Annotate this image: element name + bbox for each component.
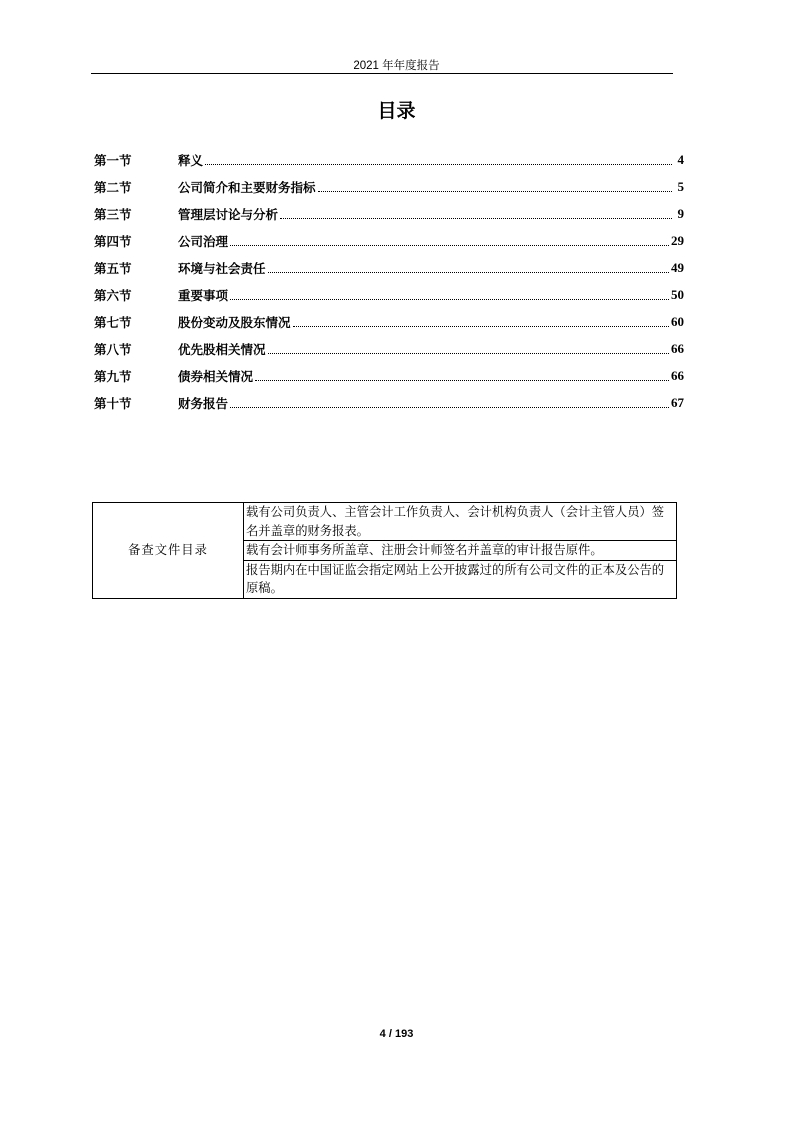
- toc-entry[interactable]: [94, 389, 684, 416]
- page-indicator: 4 / 193: [379, 1028, 414, 1040]
- toc-section-title: 优先股相关情况: [178, 341, 266, 357]
- toc-leader-dots: [268, 258, 669, 273]
- toc-leader-dots: [205, 150, 672, 165]
- toc-page-number: 4: [677, 151, 684, 167]
- toc-leader-dots: [293, 312, 669, 327]
- toc-section-number: 第五节: [94, 260, 132, 276]
- header-divider: [91, 73, 673, 74]
- toc-entry[interactable]: [94, 308, 684, 335]
- toc-page-number: 60: [671, 313, 684, 329]
- reference-document-item: 载有公司负责人、主管会计工作负责人、会计机构负责人（会计主管人员）签名并盖章的财务报表。: [244, 503, 677, 541]
- toc-entry[interactable]: [94, 200, 684, 227]
- toc-leader-dots: [230, 393, 669, 408]
- toc-section-number: 第十节: [94, 395, 132, 411]
- toc-section-number: 第六节: [94, 287, 132, 303]
- toc-entry[interactable]: [94, 146, 684, 173]
- toc-section-number: 第二节: [94, 179, 132, 195]
- toc-section-title: 管理层讨论与分析: [178, 206, 279, 222]
- toc-section-title: 环境与社会责任: [178, 260, 266, 276]
- toc-leader-dots: [230, 231, 669, 246]
- toc-entry[interactable]: [94, 173, 684, 200]
- toc-page-number: 9: [677, 205, 684, 221]
- toc-entry[interactable]: [94, 281, 684, 308]
- toc-section-title: 财务报告: [178, 395, 229, 411]
- reference-document-item: 报告期内在中国证监会指定网站上公开披露过的所有公司文件的正本及公告的原稿。: [244, 560, 677, 598]
- running-header: 2021 年年度报告: [353, 60, 440, 72]
- toc-section-number: 第八节: [94, 341, 132, 357]
- reference-document-item: 载有会计师事务所盖章、注册会计师签名并盖章的审计报告原件。: [244, 541, 677, 561]
- toc-leader-dots: [268, 339, 669, 354]
- toc-section-number: 第九节: [94, 368, 132, 384]
- toc-entry[interactable]: [94, 362, 684, 389]
- toc-page-number: 29: [671, 232, 684, 248]
- toc-leader-dots: [280, 204, 672, 219]
- toc-leader-dots: [255, 366, 669, 381]
- toc-page-number: 49: [671, 259, 684, 275]
- toc-section-number: 第三节: [94, 206, 132, 222]
- toc-entry[interactable]: [94, 227, 684, 254]
- toc-leader-dots: [230, 285, 669, 300]
- toc-page-number: 50: [671, 286, 684, 302]
- toc-section-title: 股份变动及股东情况: [178, 314, 291, 330]
- toc-page-number: 66: [671, 340, 684, 356]
- reference-documents-table: [92, 502, 677, 599]
- toc-page-number: 66: [671, 367, 684, 383]
- toc-section-number: 第一节: [94, 152, 132, 168]
- toc-title: 目录: [377, 100, 416, 122]
- toc-entry[interactable]: [94, 254, 684, 281]
- toc-page-number: 67: [671, 394, 684, 410]
- toc-section-title: 释义: [178, 152, 204, 168]
- toc-section-title: 公司治理: [178, 233, 229, 249]
- toc-section-number: 第七节: [94, 314, 132, 330]
- toc-page-number: 5: [677, 178, 684, 194]
- table-of-contents: [94, 146, 684, 416]
- toc-section-title: 重要事项: [178, 287, 229, 303]
- toc-entry[interactable]: [94, 335, 684, 362]
- toc-leader-dots: [318, 177, 672, 192]
- toc-section-title: 公司简介和主要财务指标: [178, 179, 316, 195]
- reference-documents-label: 备查文件目录: [93, 503, 244, 599]
- toc-section-number: 第四节: [94, 233, 132, 249]
- toc-section-title: 债券相关情况: [178, 368, 254, 384]
